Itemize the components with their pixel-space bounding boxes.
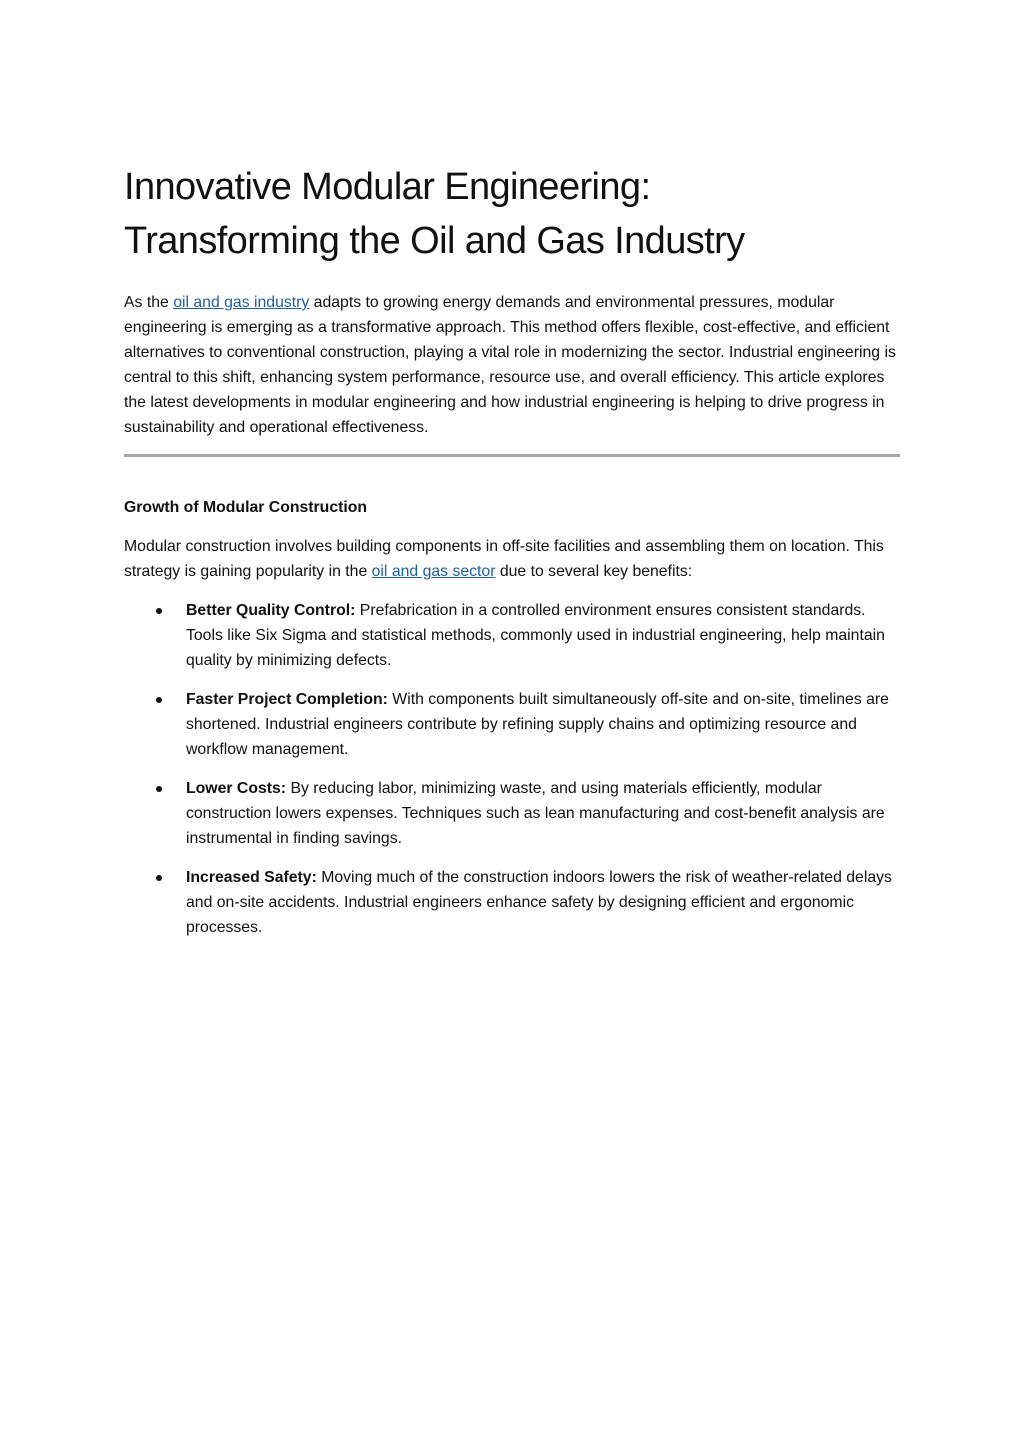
benefit-term: Lower Costs: (186, 780, 287, 797)
bullet-icon (156, 875, 162, 881)
benefit-text: Prefabrication in a controlled environment ensures consistent standards. Tools like Six Sigma and statistical methods, commonly used in industrial engineering, help maintain quality by minimizing defects. (186, 602, 885, 669)
page-title (124, 160, 900, 268)
benefit-term: Better Quality Control: (186, 602, 356, 619)
document-page (124, 160, 900, 954)
title-line-1: Innovative Modular Engineering: (124, 166, 651, 208)
benefits-list (124, 598, 900, 940)
intro-text-before-link: As the (124, 294, 174, 311)
benefit-term: Faster Project Completion: (186, 691, 388, 708)
intro-paragraph (124, 290, 900, 440)
section-paragraph (124, 534, 900, 584)
benefit-text: By reducing labor, minimizing waste, and using materials efficiently, modular construction lowers expenses. Techniques such as lean manufacturing and cost-benefit analysis are instrumental in finding savings. (186, 780, 885, 847)
benefit-text: Moving much of the construction indoors lowers the risk of weather-related delays and on-site accidents. Industrial engineers enhance safety by designing efficient and ergonomic processes. (186, 869, 892, 936)
section-text-before-link: Modular construction involves building components in off-site facilities and assembling them on location. This strategy is gaining popularity in the (124, 538, 884, 580)
oil-and-gas-industry-link[interactable]: oil and gas industry (173, 294, 310, 311)
list-item (124, 776, 900, 851)
section-heading: Growth of Modular Construction (124, 499, 368, 516)
bullet-icon (156, 697, 162, 703)
horizontal-divider (124, 454, 900, 457)
benefit-text: With components built simultaneously off-site and on-site, timelines are shortened. Industrial engineers contribute by refining supply chains and optimizing resource and workflow management. (186, 691, 889, 758)
oil-and-gas-sector-link[interactable]: oil and gas sector (371, 563, 496, 580)
bullet-icon (156, 608, 162, 614)
intro-text-after-link: adapts to growing energy demands and environmental pressures, modular engineering is emerging as a transformative approach. This method offers flexible, cost-effective, and efficient alternatives to conventional construction, playing a vital role in modernizing the sector. Industrial engineering is central to this shift, enhancing system performance, resource use, and overall efficiency. This article explores the latest developments in modular engineering and how industrial engineering is helping to drive progress in sustainability and operational effectiveness. (124, 294, 896, 436)
list-item (124, 598, 900, 673)
list-item (124, 687, 900, 762)
section-text-after-link: due to several key benefits: (495, 563, 693, 580)
bullet-icon (156, 786, 162, 792)
benefit-term: Increased Safety: (186, 869, 317, 886)
title-line-2: Transforming the Oil and Gas Industry (124, 220, 745, 262)
list-item (124, 865, 900, 940)
